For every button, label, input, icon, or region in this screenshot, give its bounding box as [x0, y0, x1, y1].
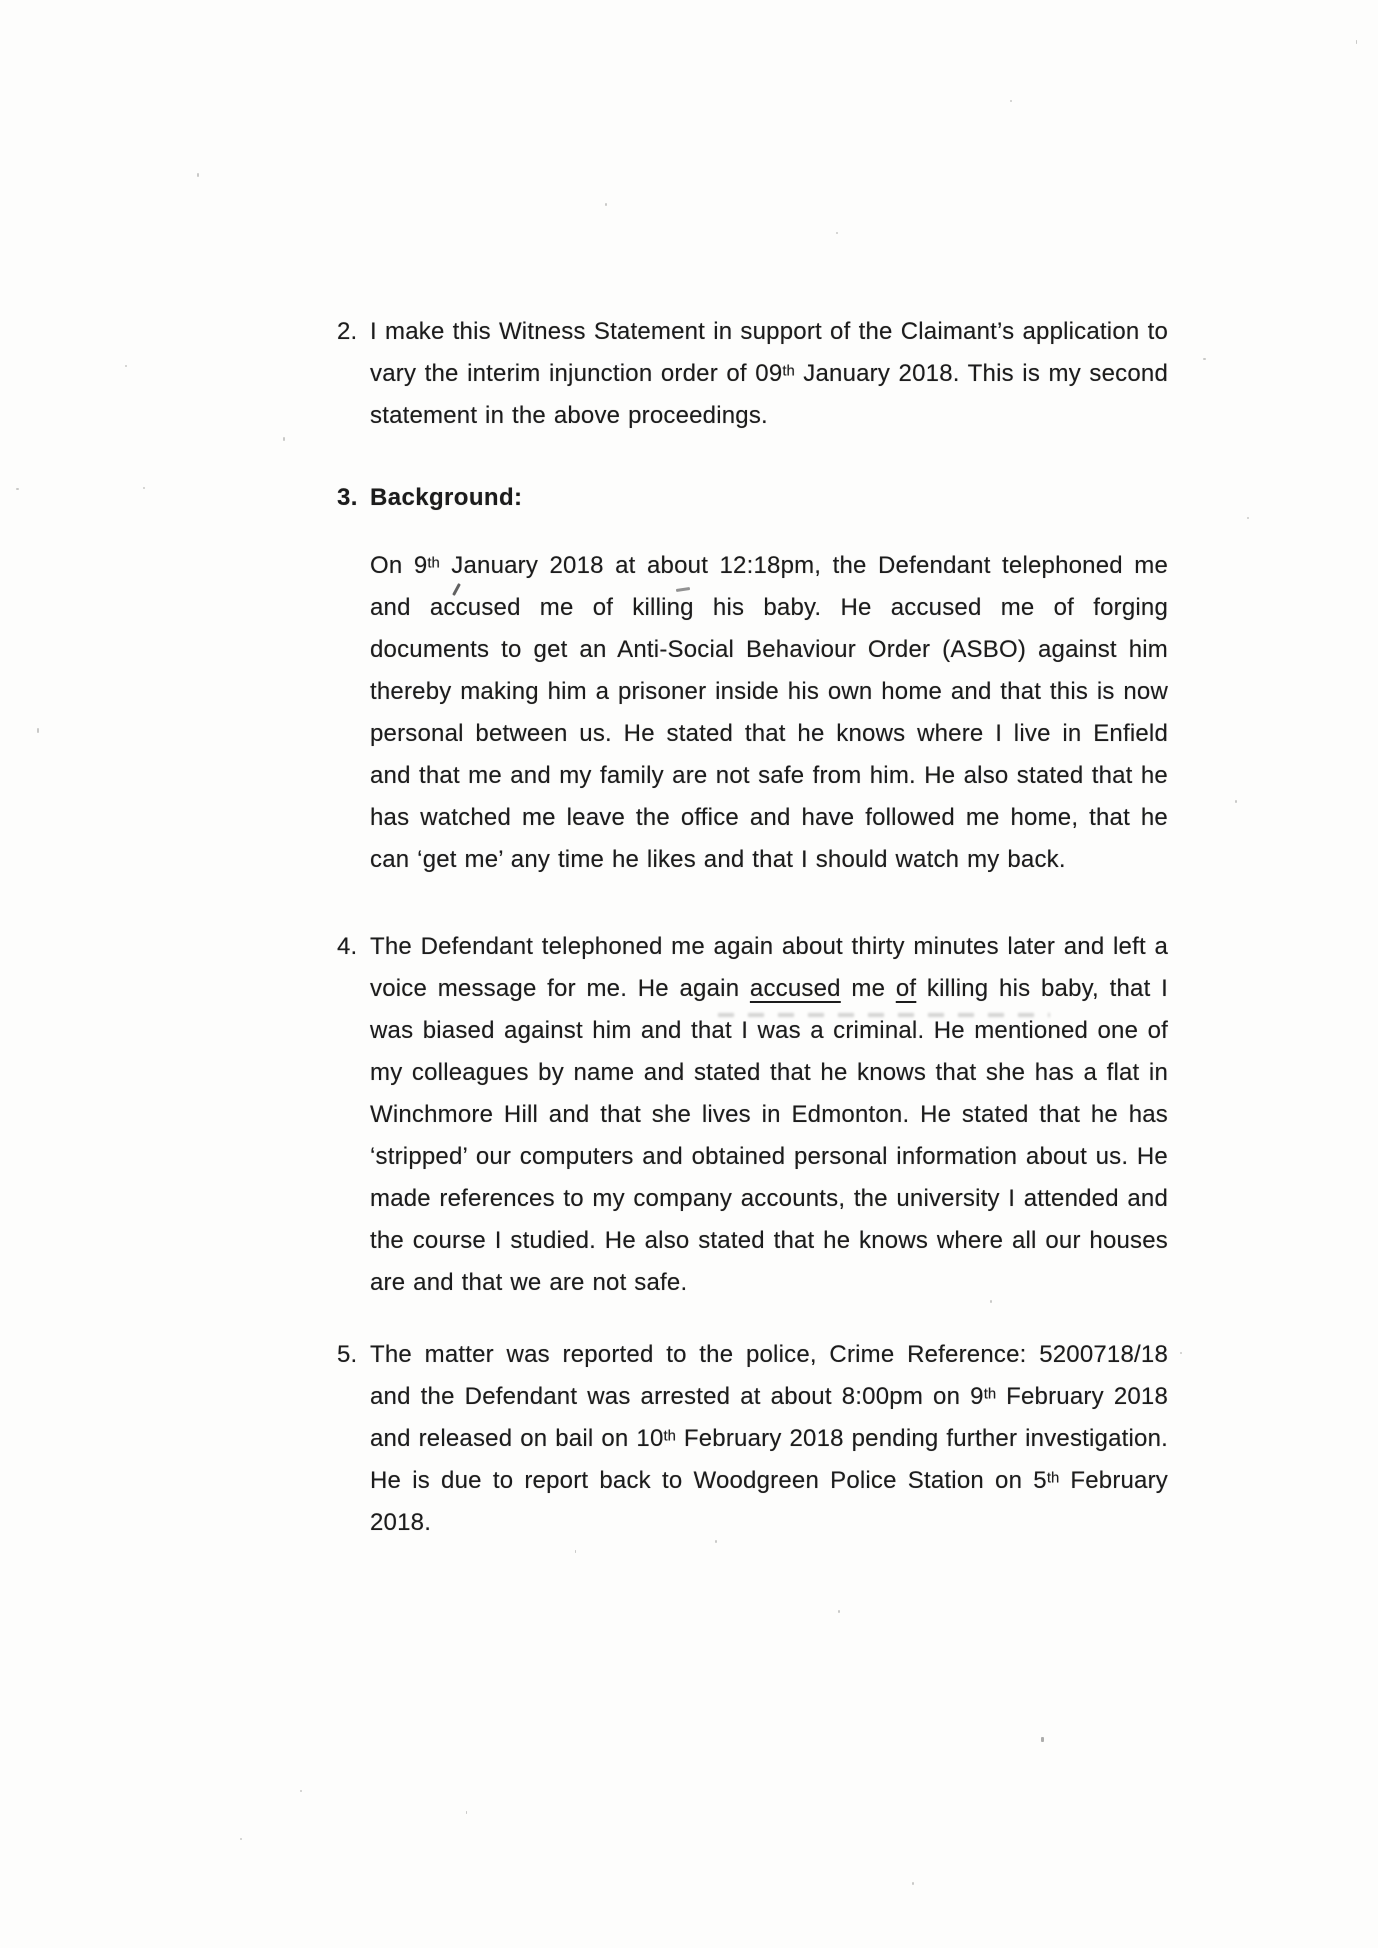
item-number: 5.	[337, 1341, 358, 1368]
statement-item-2	[337, 311, 1168, 437]
item-number: 2.	[337, 318, 358, 345]
item-number: 3.	[337, 484, 358, 511]
scan-bleedthrough-mark	[718, 1013, 1050, 1017]
item-paragraph: On 9th January 2018 at about 12:18pm, the Defendant telephoned me and accused me of killing his baby. He accused me of forging documents to get an Anti-Social Behaviour Order (ASBO) against him thereby making him a prisoner inside his own home and that this is now personal between us. He stated that he knows where I live in Enfield and that me and my family are not safe from him. He also stated that he has watched me leave the office and have followed me home, that he can ‘get me’ any time he likes and that I should watch my back.	[370, 552, 1168, 873]
item-paragraph: The Defendant telephoned me again about thirty minutes later and left a voice message for me. He again accused me of killing his baby, that I was biased against him and that I was a criminal. He mentioned one of my colleagues by name and stated that he knows that she has a flat in Winchmore Hill and that she lives in Edmonton. He stated that he has ‘stripped’ our computers and obtained personal information about us. He made references to my company accounts, the university I attended and the course I studied. He also stated that he knows where all our houses are and that we are not safe.	[370, 933, 1168, 1296]
section-heading: Background:	[370, 484, 523, 511]
statement-item-3-body	[337, 545, 1168, 881]
item-number: 4.	[337, 933, 358, 960]
item-paragraph: The matter was reported to the police, Crime Reference: 5200718/18 and the Defendant was arrested at about 8:00pm on 9th February 2018 and released on bail on 10th February 2018 pending further investigation. He is due to report back to Woodgreen Police Station on 5th February 2018.	[370, 1341, 1169, 1536]
statement-item-3-heading	[337, 477, 1168, 519]
item-paragraph: I make this Witness Statement in support of the Claimant’s application to vary the interim injunction order of 09th January 2018. This is my second statement in the above proceedings.	[370, 318, 1168, 429]
statement-item-5	[337, 1334, 1168, 1544]
statement-item-4	[337, 926, 1168, 1304]
